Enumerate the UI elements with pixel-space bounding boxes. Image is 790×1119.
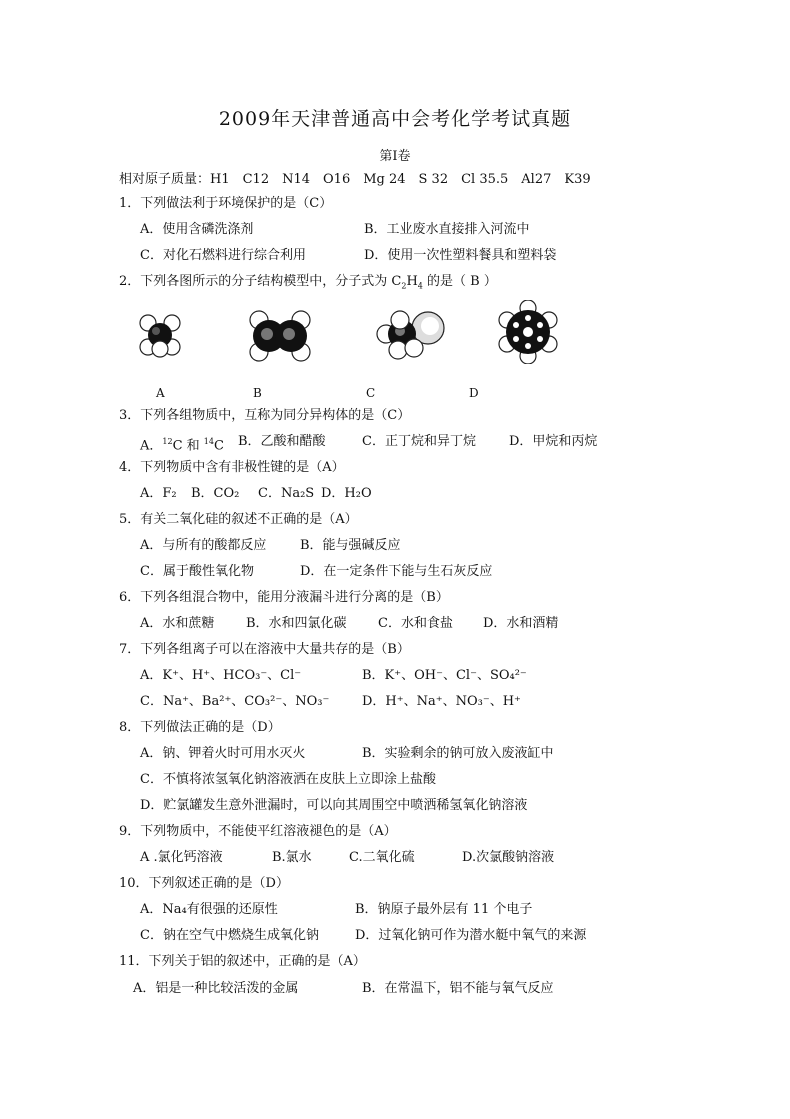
question-4-option-b: B．CO₂ [191,486,240,501]
question-7-option-a: A．K⁺、H⁺、HCO₃⁻、Cl⁻ [140,668,302,683]
question-7-option-b: B．K⁺、OH⁻、Cl⁻、SO₄²⁻ [362,668,527,683]
molecule-model-b [245,304,315,368]
question-1-option-b: B．工业废水直接排入河流中 [364,222,530,237]
question-10-option-c: C．钠在空气中燃烧生成氧化钠 [140,928,319,943]
question-6-option-b: B．水和四氯化碳 [246,616,347,631]
page-title: 2009年天津普通高中会考化学考试真题 [218,108,572,130]
molecule-label-d: D [469,386,479,400]
question-6-option-a: A．水和蔗糖 [140,616,215,631]
question-7-option-c: C．Na⁺、Ba²⁺、CO₃²⁻、NO₃⁻ [140,694,330,709]
question-8-stem: 8．下列做法正确的是（D） [119,720,281,735]
question-9-option-b: B.氯水 [272,850,312,865]
question-11-stem: 11．下列关于铝的叙述中，正确的是（A） [119,954,366,969]
molecule-model-c [372,304,452,366]
section-title: 第Ⅰ卷 [379,149,411,164]
question-4-option-a: A．F₂ [140,486,177,501]
question-9-option-d: D.次氯酸钠溶液 [462,850,555,865]
molecule-model-a [136,305,186,365]
question-10-stem: 10．下列叙述正确的是（D） [119,876,289,891]
question-9-option-c: C.二氧化硫 [349,850,415,865]
question-3-option-c: C．正丁烷和异丁烷 [362,434,476,449]
question-3-option-a: A．$^{12}$C 和 $^{14}$C [140,437,224,454]
question-8-option-c: C．不慎将浓氢氧化钠溶液洒在皮肤上立即涂上盐酸 [140,772,436,787]
question-10-option-b: B．钠原子最外层有 11 个电子 [355,902,533,917]
question-5-option-d: D．在一定条件下能与生石灰反应 [300,564,493,579]
question-1-option-a: A．使用含磷洗涤剂 [140,222,254,237]
question-8-option-b: B．实验剩余的钠可放入废液缸中 [362,746,554,761]
question-6-option-c: C．水和食盐 [378,616,453,631]
question-11-option-a: A．铝是一种比较活泼的金属 [133,981,299,996]
question-10-option-a: A．Na₄有很强的还原性 [140,902,278,917]
question-5-option-b: B．能与强碱反应 [300,538,401,553]
question-6-stem: 6．下列各组混合物中，能用分液漏斗进行分离的是（B） [119,590,449,605]
molecule-label-c: C [366,386,376,400]
molecule-model-d [496,300,560,364]
question-6-option-d: D．水和酒精 [483,616,559,631]
question-1-stem: 1．下列做法利于环境保护的是（C） [119,196,333,211]
question-1-option-c: C．对化石燃料进行综合利用 [140,248,306,263]
question-4-stem: 4．下列物质中含有非极性键的是（A） [119,460,345,475]
question-9-stem: 9．下列物质中，不能使平红溶液褪色的是（A） [119,824,397,839]
question-10-option-d: D．过氧化钠可作为潜水艇中氧气的来源 [355,928,587,943]
molecule-label-a: A [156,386,165,400]
question-4-option-d: D．H₂O [321,486,372,501]
question-2-stem: 2．下列各图所示的分子结构模型中，分子式为 $C_2H_4$ 的是（ B ） [119,274,497,291]
question-8-option-a: A．钠、钾着火时可用水灭火 [140,746,306,761]
molecule-label-b: B [253,386,262,400]
question-11-option-b: B．在常温下，铝不能与氧气反应 [362,981,554,996]
atomic-mass-line: 相对原子质量：H1 C12 N14 O16 Mg 24 S 32 Cl 35.5 Al27 K39 [119,172,591,187]
question-1-option-d: D．使用一次性塑料餐具和塑料袋 [364,248,557,263]
question-9-option-a: A .氯化钙溶液 [140,850,223,865]
question-7-option-d: D．H⁺、Na⁺、NO₃⁻、H⁺ [362,694,521,709]
question-5-option-c: C．属于酸性氧化物 [140,564,254,579]
question-3-option-d: D．甲烷和丙烷 [509,434,598,449]
question-3-option-b: B．乙酸和醋酸 [238,434,326,449]
question-4-option-c: C．Na₂S [258,486,315,501]
question-5-stem: 5．有关二氧化硅的叙述不正确的是（A） [119,512,358,527]
question-3-stem: 3．下列各组物质中，互称为同分异构体的是（C） [119,408,411,423]
question-8-option-d: D．贮氯罐发生意外泄漏时，可以向其周围空中喷洒稀氢氧化钠溶液 [140,798,528,813]
question-5-option-a: A．与所有的酸都反应 [140,538,267,553]
question-7-stem: 7．下列各组离子可以在溶液中大量共存的是（B） [119,642,410,657]
